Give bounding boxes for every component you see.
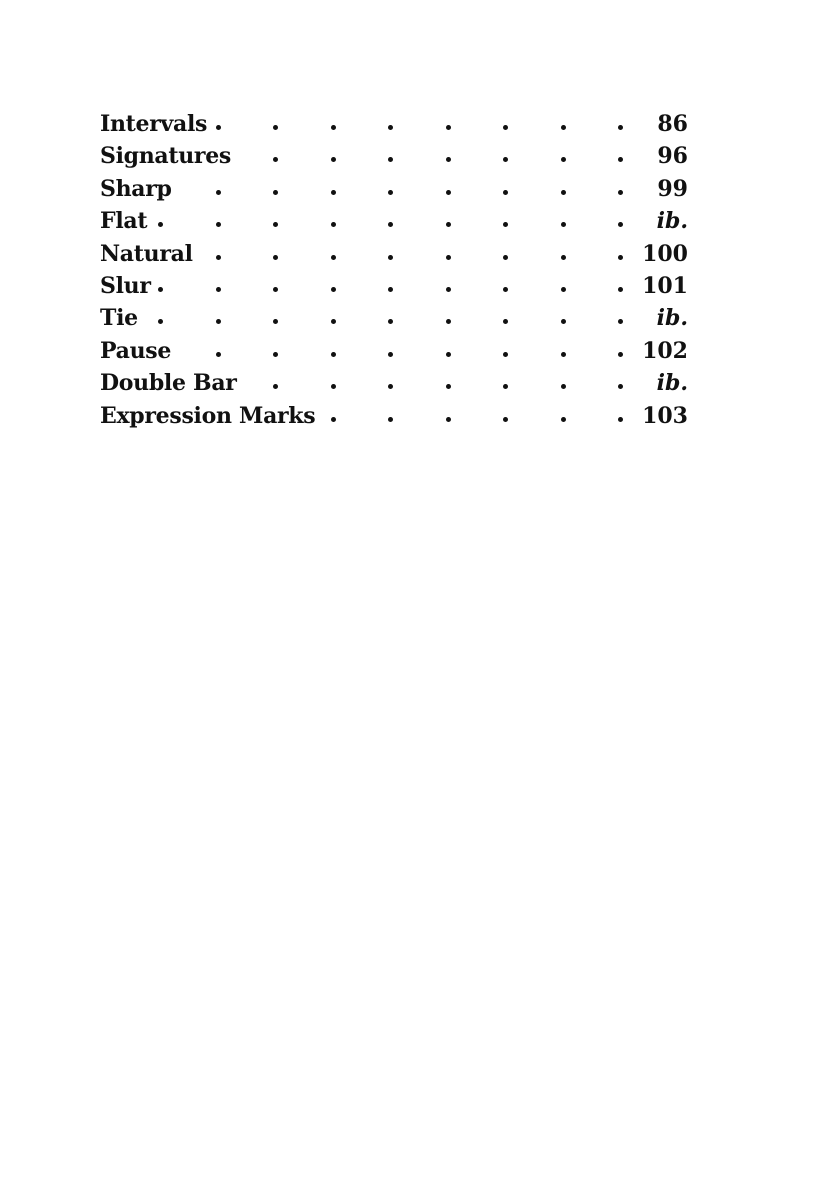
toc-entry-intervals	[100, 108, 688, 140]
entry-page-number: ib.	[653, 302, 688, 334]
leader-dot	[503, 352, 508, 357]
entry-page-number: ib.	[653, 205, 688, 237]
leader-dot	[503, 222, 508, 227]
leader-dot	[388, 417, 393, 422]
leader-dot	[446, 384, 451, 389]
leader-dot	[561, 125, 566, 130]
leader-dot	[503, 287, 508, 292]
leader-dot	[388, 255, 393, 260]
leader-dot	[331, 190, 336, 195]
leader-dot	[388, 157, 393, 162]
leader-dot	[446, 319, 451, 324]
leader-dot	[331, 255, 336, 260]
leader-dot	[618, 384, 623, 389]
entry-page-number: 103	[638, 400, 688, 432]
toc-entry-pause	[100, 335, 688, 367]
leader-dot	[388, 384, 393, 389]
leader-dot	[331, 319, 336, 324]
entry-title: Tie	[100, 302, 144, 334]
leader-dot	[158, 319, 163, 324]
leader-dot	[331, 352, 336, 357]
entry-page-number: 86	[653, 108, 688, 140]
leader-dot	[618, 319, 623, 324]
leader-dot	[561, 417, 566, 422]
entry-title: Sharp	[100, 173, 178, 205]
entry-title: Signatures	[100, 140, 237, 172]
leader-dot	[273, 255, 278, 260]
leader-dot	[618, 352, 623, 357]
dot-leader	[100, 335, 688, 367]
leader-dot	[446, 190, 451, 195]
leader-dot	[561, 255, 566, 260]
leader-dot	[618, 417, 623, 422]
toc-entry-tie	[100, 302, 688, 334]
leader-dot	[561, 222, 566, 227]
toc-entry-flat	[100, 205, 688, 237]
dot-leader	[100, 173, 688, 205]
toc-entry-expression-marks	[100, 400, 688, 432]
entry-title: Intervals	[100, 108, 213, 140]
leader-dot	[446, 157, 451, 162]
leader-dot	[216, 352, 221, 357]
leader-dot	[503, 417, 508, 422]
leader-dot	[273, 157, 278, 162]
leader-dot	[388, 125, 393, 130]
dot-leader	[100, 205, 688, 237]
leader-dot	[618, 190, 623, 195]
leader-dot	[503, 125, 508, 130]
leader-dot	[446, 255, 451, 260]
leader-dot	[561, 157, 566, 162]
leader-dot	[331, 417, 336, 422]
leader-dot	[618, 157, 623, 162]
toc-entry-sharp	[100, 173, 688, 205]
leader-dot	[503, 190, 508, 195]
leader-dot	[273, 319, 278, 324]
entry-page-number: ib.	[653, 367, 688, 399]
leader-dot	[331, 125, 336, 130]
leader-dot	[446, 417, 451, 422]
entry-title: Flat	[100, 205, 153, 237]
leader-dot	[331, 384, 336, 389]
leader-dot	[388, 352, 393, 357]
entry-title: Expression Marks	[100, 400, 321, 432]
leader-dot	[388, 190, 393, 195]
leader-dot	[561, 319, 566, 324]
leader-dot	[216, 287, 221, 292]
leader-dot	[561, 287, 566, 292]
leader-dot	[503, 319, 508, 324]
entry-page-number: 101	[638, 270, 688, 302]
entry-title: Pause	[100, 335, 177, 367]
leader-dot	[331, 222, 336, 227]
leader-dot	[273, 190, 278, 195]
leader-dot	[561, 352, 566, 357]
entry-title: Natural	[100, 238, 199, 270]
leader-dot	[273, 384, 278, 389]
leader-dot	[503, 384, 508, 389]
leader-dot	[561, 190, 566, 195]
entry-page-number: 102	[638, 335, 688, 367]
leader-dot	[503, 157, 508, 162]
leader-dot	[388, 222, 393, 227]
toc-entry-natural	[100, 238, 688, 270]
entry-title: Double Bar	[100, 367, 243, 399]
toc-entry-signatures	[100, 140, 688, 172]
entry-title: Slur	[100, 270, 157, 302]
table-of-contents	[100, 108, 688, 432]
leader-dot	[618, 287, 623, 292]
leader-dot	[618, 222, 623, 227]
leader-dot	[216, 319, 221, 324]
leader-dot	[273, 125, 278, 130]
leader-dot	[273, 352, 278, 357]
dot-leader	[100, 302, 688, 334]
leader-dot	[216, 190, 221, 195]
leader-dot	[273, 287, 278, 292]
leader-dot	[388, 287, 393, 292]
leader-dot	[216, 255, 221, 260]
leader-dot	[446, 222, 451, 227]
leader-dot	[446, 287, 451, 292]
leader-dot	[618, 125, 623, 130]
leader-dot	[331, 157, 336, 162]
entry-page-number: 100	[638, 238, 688, 270]
leader-dot	[388, 319, 393, 324]
leader-dot	[618, 255, 623, 260]
entry-page-number: 96	[653, 140, 688, 172]
leader-dot	[503, 255, 508, 260]
leader-dot	[561, 384, 566, 389]
leader-dot	[446, 125, 451, 130]
leader-dot	[158, 287, 163, 292]
leader-dot	[446, 352, 451, 357]
leader-dot	[273, 222, 278, 227]
leader-dot	[158, 222, 163, 227]
entry-page-number: 99	[653, 173, 688, 205]
leader-dot	[216, 222, 221, 227]
dot-leader	[100, 270, 688, 302]
toc-entry-double-bar	[100, 367, 688, 399]
leader-dot	[216, 125, 221, 130]
leader-dot	[331, 287, 336, 292]
toc-entry-slur	[100, 270, 688, 302]
